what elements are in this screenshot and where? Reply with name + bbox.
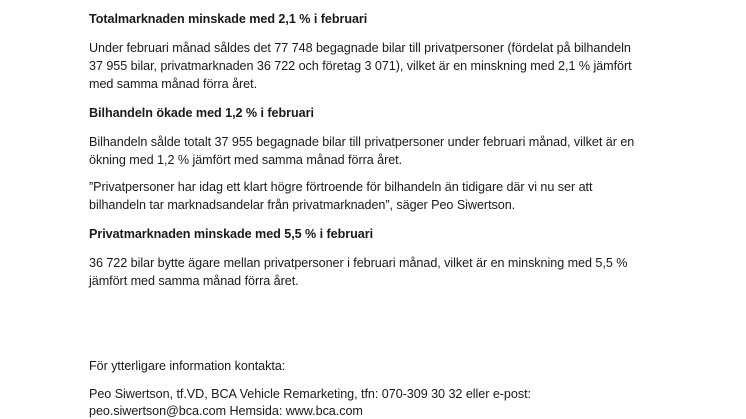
paragraph-line: jämfört med samma månad förra året. [89,274,299,288]
paragraph-line: ökning med 1,2 % jämfört med samma månad förra året. [89,153,403,167]
paragraph-line: 36 722 bilar bytte ägare mellan privatpersoner i februari månad, vilket är en minskning med 5,5 % [89,256,628,270]
quote-line: ”Privatpersoner har idag ett klart högre förtroende för bilhandeln än tidigare där vi nu ser att [89,180,593,194]
contact-details-line: peo.siwertson@bca.com Hemsida: www.bca.com [89,404,363,418]
quote-line: bilhandeln tar marknadsandelar från privatmarknaden”, säger Peo Siwertson. [89,198,516,212]
contact-intro: För ytterligare information kontakta: [89,359,286,373]
section-heading-total-market: Totalmarknaden minskade med 2,1 % i februari [89,12,368,26]
paragraph-line: Bilhandeln sålde totalt 37 955 begagnade bilar till privatpersoner under februari månad, vilket är en [89,135,635,149]
section-heading-dealers: Bilhandeln ökade med 1,2 % i februari [89,106,314,120]
paragraph-line: med samma månad förra året. [89,77,258,91]
paragraph-line: 37 955 bilar, privatmarknaden 36 722 och företag 3 071), vilket är en minskning med 2,1 % jämfört [89,59,632,73]
contact-details-line: Peo Siwertson, tf.VD, BCA Vehicle Remarketing, tfn: 070-309 30 32 eller e-post: [89,387,531,401]
paragraph-line: Under februari månad såldes det 77 748 begagnade bilar till privatpersoner (fördelat på bilhandeln [89,41,631,55]
section-heading-private-market: Privatmarknaden minskade med 5,5 % i februari [89,227,374,241]
